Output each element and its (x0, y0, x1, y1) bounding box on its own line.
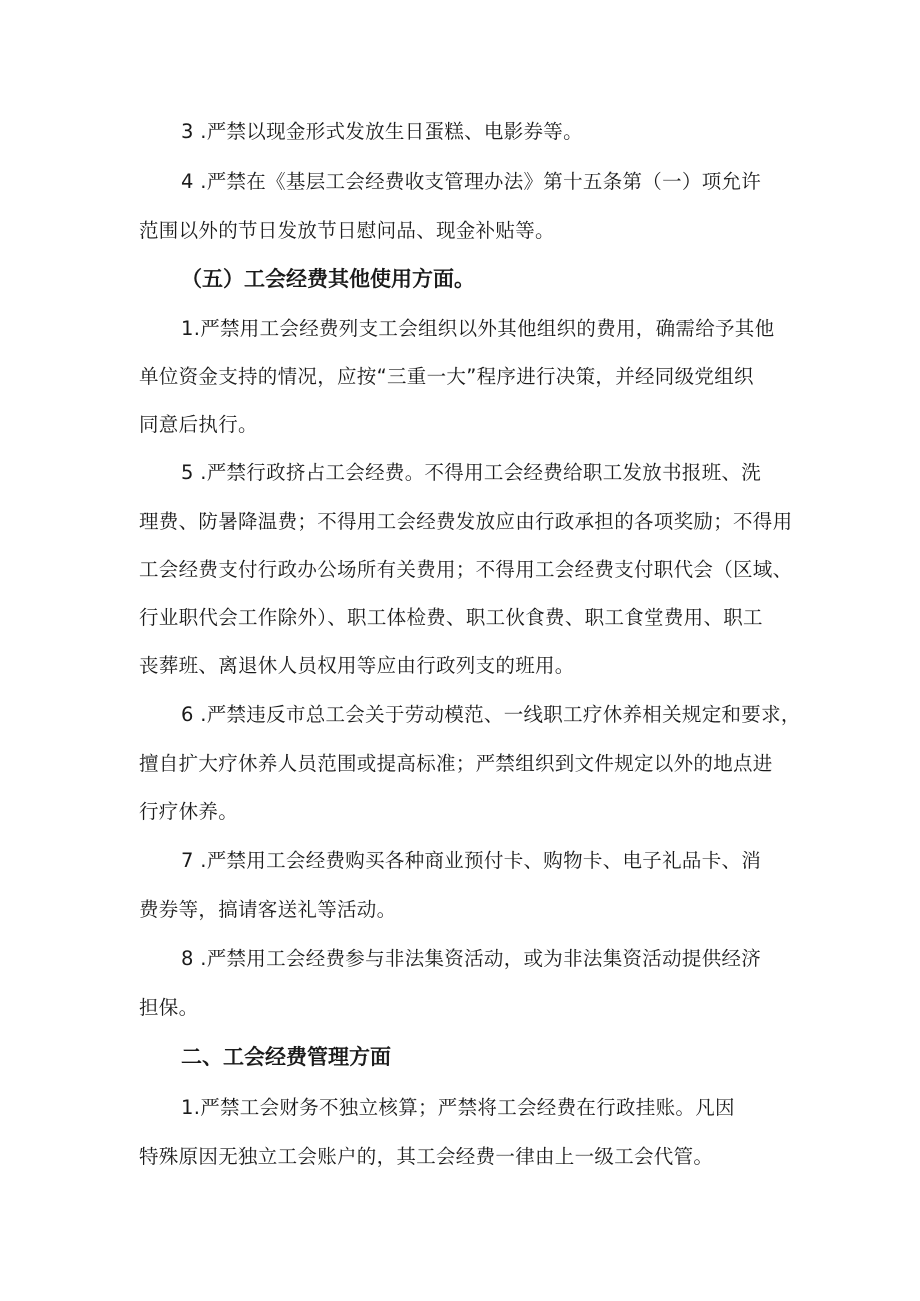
paragraph-line: 行业职代会工作除外）、职工体检费、职工伙食费、职工食堂费用、职工 (139, 606, 763, 629)
section-heading: 二、工会经费管理方面 (181, 1045, 391, 1069)
paragraph-line: 行疗休养。 (139, 800, 239, 823)
paragraph-line: 特殊原因无独立工会账户的，其工会经费一律由上一级工会代管。 (139, 1145, 714, 1168)
paragraph-line: 7 .严禁用工会经费购买各种商业预付卡、购物卡、电子礼品卡、消 (181, 849, 762, 872)
paragraph-line: 5 .严禁行政挤占工会经费。不得用工会经费给职工发放书报班、洗 (181, 461, 762, 484)
paragraph-line: 4 .严禁在《基层工会经费收支管理办法》第十五条第（一）项允许 (181, 170, 762, 193)
paragraph-line: 1.严禁用工会经费列支工会组织以外其他组织的费用，确需给予其他 (181, 317, 775, 340)
paragraph-line: 单位资金支持的情况，应按“三重一大”程序进行决策，并经同级党组织 (139, 365, 754, 388)
paragraph-line: 费券等，搞请客送礼等活动。 (139, 898, 397, 921)
section-heading: （五）工会经费其他使用方面。 (181, 267, 475, 291)
paragraph-line: 同意后执行。 (139, 413, 258, 436)
paragraph-line: 理费、防暑降温费；不得用工会经费发放应由行政承担的各项奖励；不得用 (139, 510, 793, 533)
paragraph-line: 担保。 (139, 996, 199, 1019)
paragraph-line: 丧葬班、离退休人员权用等应由行政列支的班用。 (139, 654, 575, 677)
paragraph-line: 8 .严禁用工会经费参与非法集资活动，或为非法集资活动提供经济 (181, 947, 762, 970)
paragraph-line: 3 .严禁以现金形式发放生日蛋糕、电影券等。 (181, 120, 583, 143)
paragraph-line: 工会经费支付行政办公场所有关费用；不得用工会经费支付职代会（区域、 (139, 558, 793, 581)
paragraph-line: 擅自扩大疗休养人员范围或提高标准；严禁组织到文件规定以外的地点进 (139, 752, 773, 775)
paragraph-line: 范围以外的节日发放节日慰问品、现金补贴等。 (139, 219, 555, 242)
paragraph-line: 6 .严禁违反市总工会关于劳动模范、一线职工疗休养相关规定和要求， (181, 703, 801, 726)
paragraph-line: 1.严禁工会财务不独立核算；严禁将工会经费在行政挂账。凡因 (181, 1096, 735, 1119)
